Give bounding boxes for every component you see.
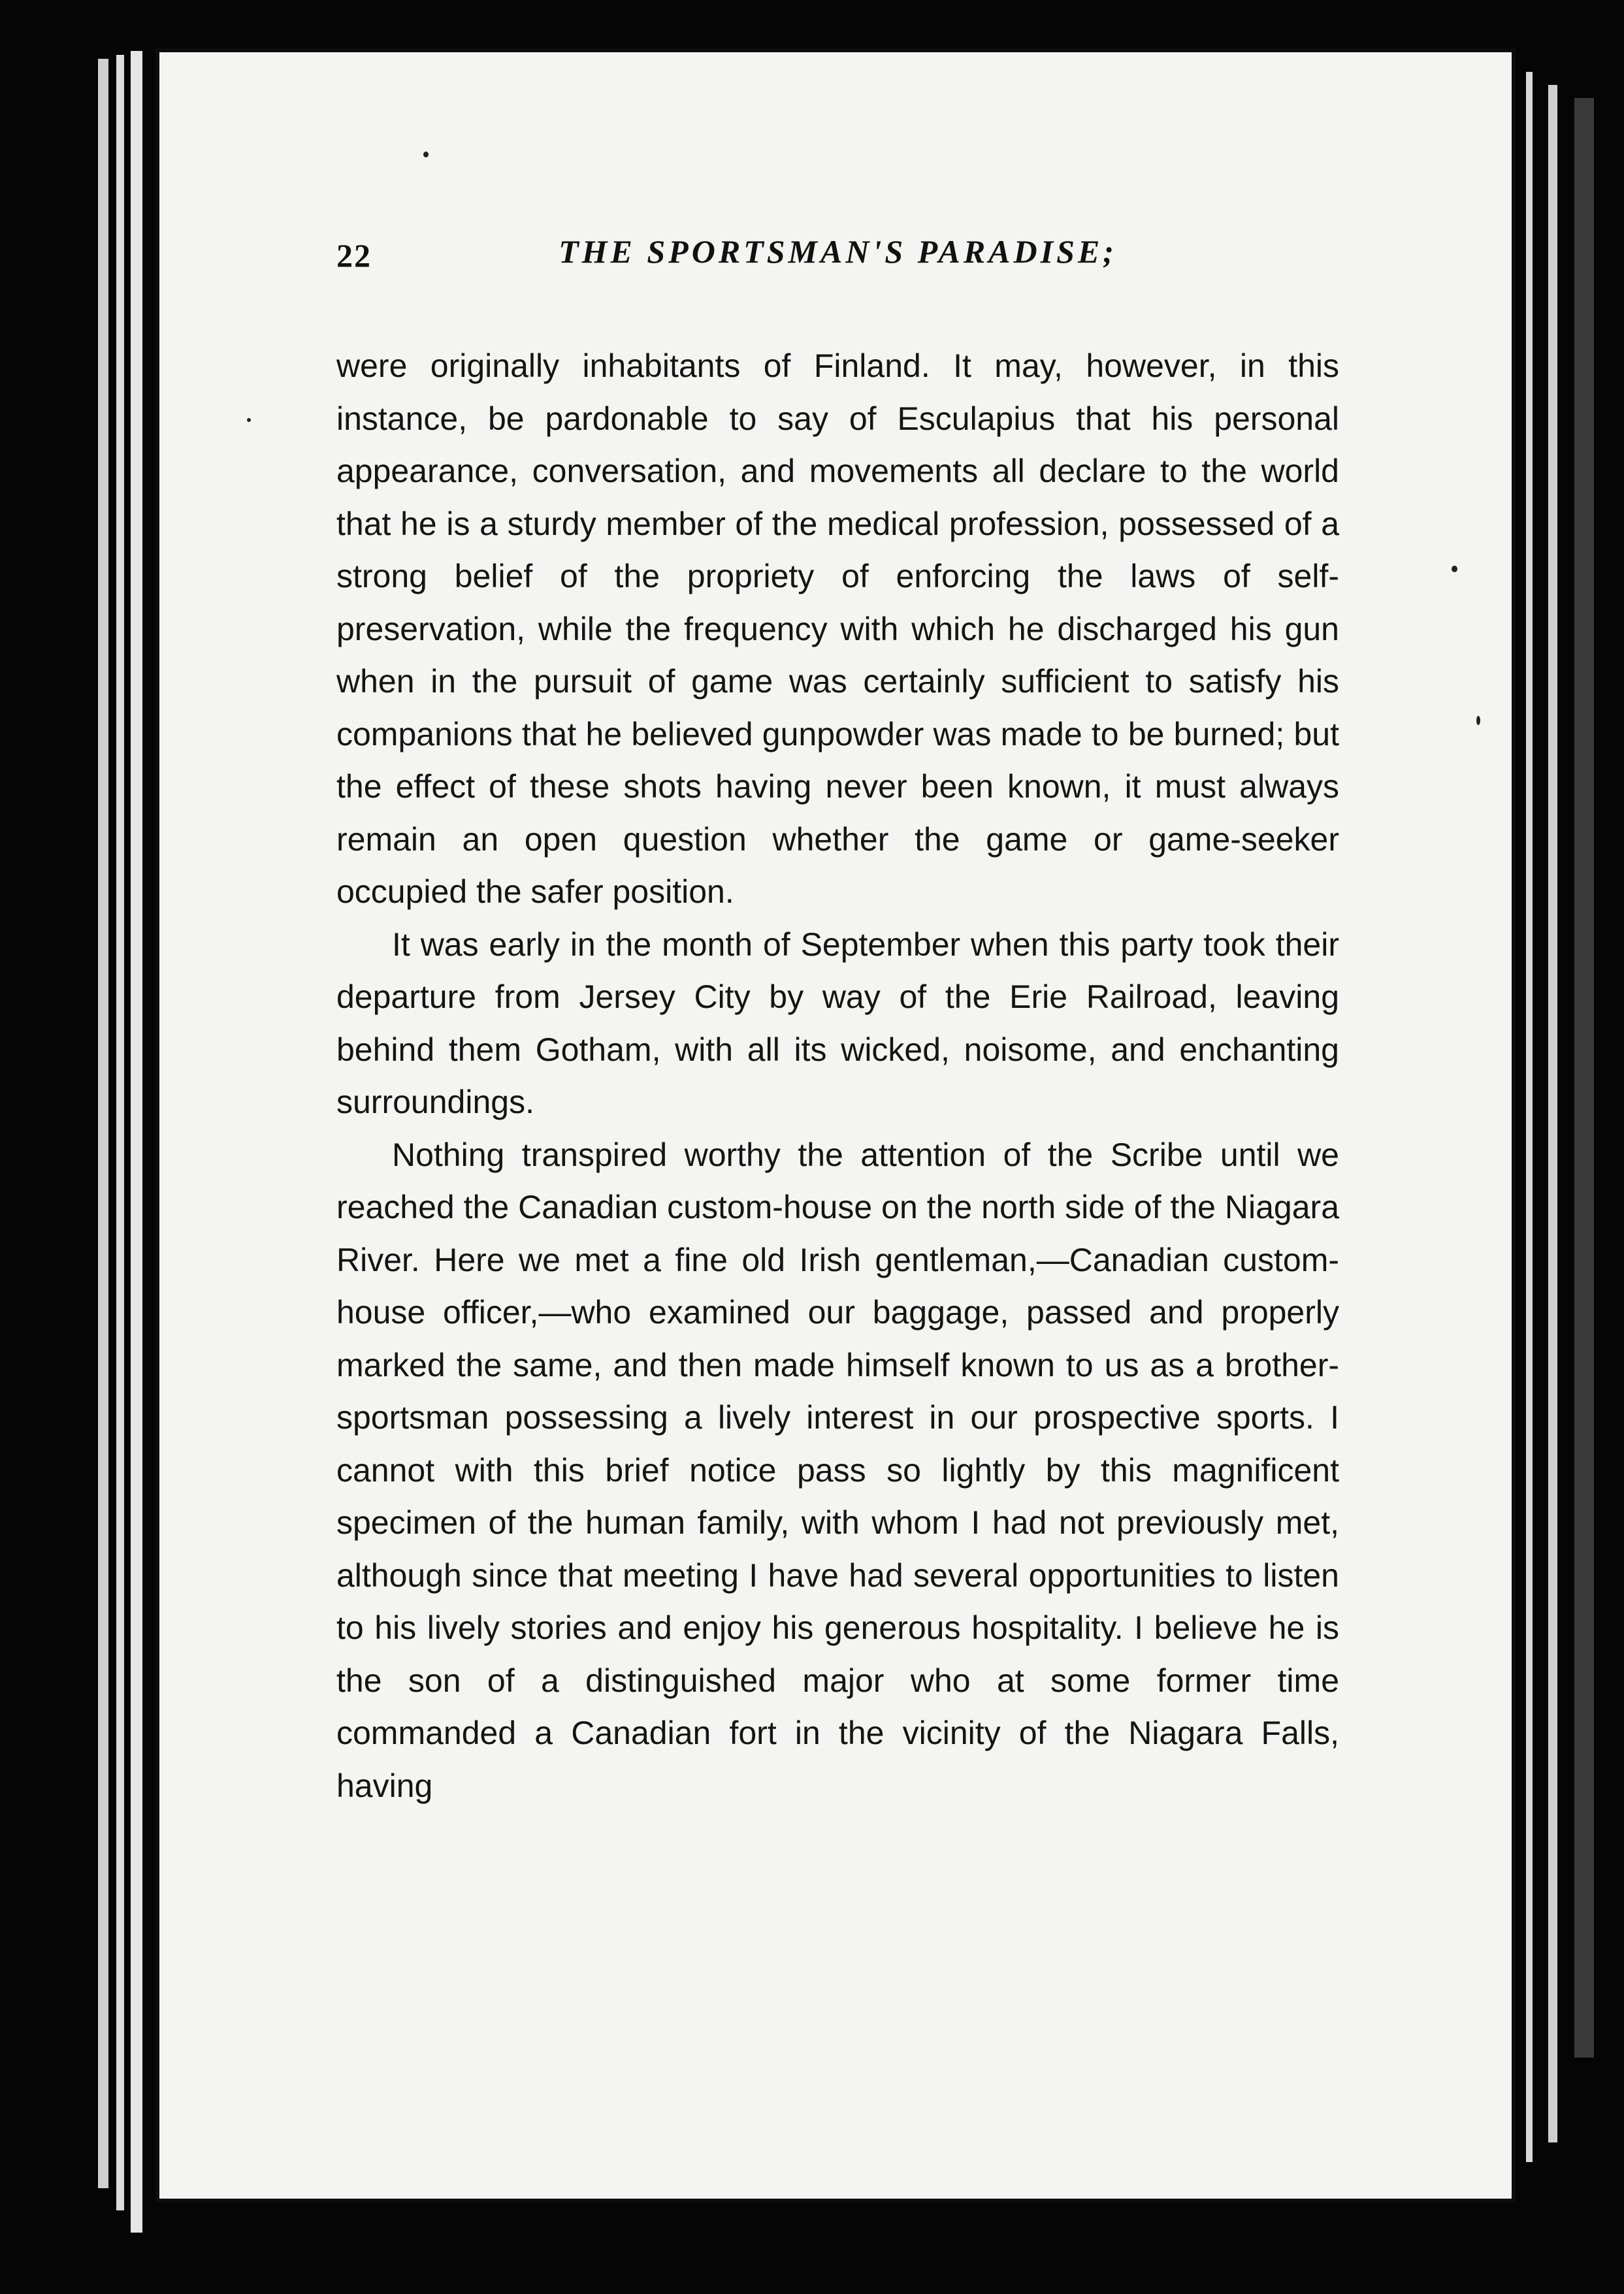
page-stack-edge	[116, 55, 124, 2210]
page-stack-edge	[1526, 72, 1533, 2162]
scan-speck	[1452, 566, 1457, 572]
page-header	[336, 225, 1339, 283]
page-stack-edge	[131, 51, 142, 2233]
scan-speck	[423, 152, 429, 157]
paragraph: It was early in the month of September when this party took their departure from Jersey City by way of the Erie Railroad, leaving behind them Gotham, with all its wicked, noisome, and enchanting surroundings.	[336, 926, 1339, 1120]
page-stack-edge	[1574, 98, 1594, 2058]
page-number: 22	[336, 237, 372, 274]
paragraph: were originally inhabitants of Finland. It may, however, in this instance, be pardonable to say of Esculapius that his personal appearance, conversation, and movements all declare to the world that he is a sturdy member of the medical profession, possessed of a strong belief of the propriety of enforcing the laws of self-preservation, while the frequency with which he discharged his gun when in the pursuit of game was certainly sufficient to satisfy his companions that he believed gunpowder was made to be burned; but the effect of these shots having never been known, it must always remain an open question whether the game or game-seeker occupied the safer position.	[336, 347, 1339, 910]
scan-speck	[1476, 716, 1480, 725]
page-stack-edge	[1548, 85, 1557, 2142]
running-title: THE SPORTSMAN'S PARADISE;	[559, 233, 1117, 270]
scan-speck	[247, 418, 251, 422]
page-stack-edge	[98, 59, 108, 2188]
body-text	[336, 340, 1339, 1812]
paragraph: Nothing transpired worthy the attention of the Scribe until we reached the Canadian custom-house on the north side of the Niagara River. Here we met a fine old Irish gentleman,—Canadian custom-house officer,—who examined our baggage, passed and properly marked the same, and then made himself known to us as a brother-sportsman possessing a lively interest in our prospective sports. I cannot with this brief notice pass so lightly by this magnificent specimen of the human family, with whom I had not previously met, although since that meeting I have had several opportunities to listen to his lively stories and enjoy his generous hospitality. I believe he is the son of a distinguished major who at some former time commanded a Canadian fort in the vicinity of the Niagara Falls, having	[336, 1136, 1339, 1804]
